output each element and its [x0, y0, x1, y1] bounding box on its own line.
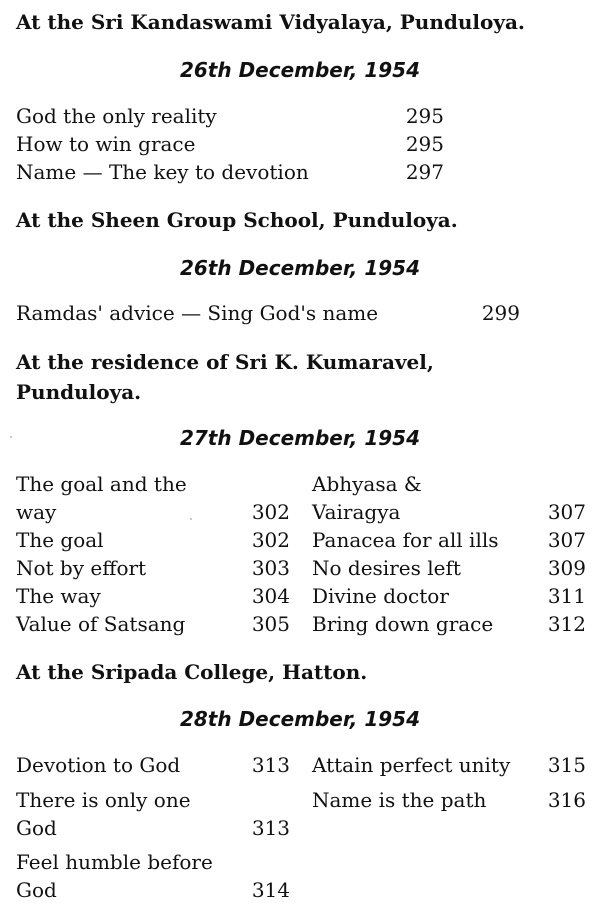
entry-title: Attain perfect unity: [312, 753, 511, 777]
entry-title: Bring down grace: [312, 612, 494, 636]
entry-page: 302: [251, 500, 290, 524]
entry-title: Not by effort: [16, 556, 147, 580]
entry-page: 307: [547, 500, 586, 524]
venue-heading: At the Sri Kandaswami Vidyalaya, Punduloya.: [16, 10, 525, 34]
entry-page: 312: [547, 612, 586, 636]
date-heading: 28th December, 1954: [179, 707, 421, 731]
entry-page: 304: [251, 584, 290, 608]
entry-title: How to win grace: [16, 132, 196, 156]
venue-heading: At the Sheen Group School, Punduloya.: [16, 208, 458, 232]
entry-title: The goal: [16, 528, 104, 552]
entry-title-line: There is only one: [16, 788, 191, 812]
entry-title-line: God: [16, 878, 57, 902]
venue-heading: At the Sripada College, Hatton.: [16, 660, 368, 684]
entry-page: 295: [405, 104, 444, 128]
entry-page: 297: [405, 160, 444, 184]
entry-title-line: way: [16, 500, 57, 524]
entry-page: 311: [547, 584, 586, 608]
venue-heading-line: Punduloya.: [16, 380, 142, 404]
entry-page: 299: [481, 301, 520, 325]
entry-title: Devotion to God: [16, 753, 181, 777]
entry-title-line: God: [16, 816, 57, 840]
entry-page: 295: [405, 132, 444, 156]
entry-title-line: Vairagya: [312, 500, 401, 524]
entry-title: The way: [16, 584, 101, 608]
entry-page: 302: [251, 528, 290, 552]
entry-title: Panacea for all ills: [312, 528, 499, 552]
entry-title: Value of Satsang: [16, 612, 186, 636]
entry-page: 307: [547, 528, 586, 552]
date-heading: 26th December, 1954: [179, 256, 421, 280]
scan-speck: [190, 518, 192, 520]
date-heading: 26th December, 1954: [179, 58, 421, 82]
entry-title-line: Feel humble before: [16, 850, 213, 874]
entry-page: 313: [251, 816, 290, 840]
venue-heading-line: At the residence of Sri K. Kumaravel,: [16, 350, 434, 374]
entry-title: Name — The key to devotion: [16, 160, 309, 184]
entry-title: Divine doctor: [312, 584, 449, 608]
entry-page: 314: [251, 878, 290, 902]
entry-page: 315: [547, 753, 586, 777]
entry-title: No desires left: [312, 556, 461, 580]
scan-speck: [10, 436, 12, 438]
date-heading: 27th December, 1954: [179, 426, 421, 450]
entry-title: God the only reality: [16, 104, 217, 128]
entry-page: 309: [547, 556, 586, 580]
entry-page: 305: [251, 612, 290, 636]
entry-page: 303: [251, 556, 290, 580]
entry-title: Name is the path: [312, 788, 487, 812]
entry-page: 313: [251, 753, 290, 777]
entry-title-line: The goal and the: [16, 472, 187, 496]
entry-title: Ramdas' advice — Sing God's name: [16, 301, 379, 325]
entry-page: 316: [547, 788, 586, 812]
entry-title-line: Abhyasa &: [312, 472, 422, 496]
